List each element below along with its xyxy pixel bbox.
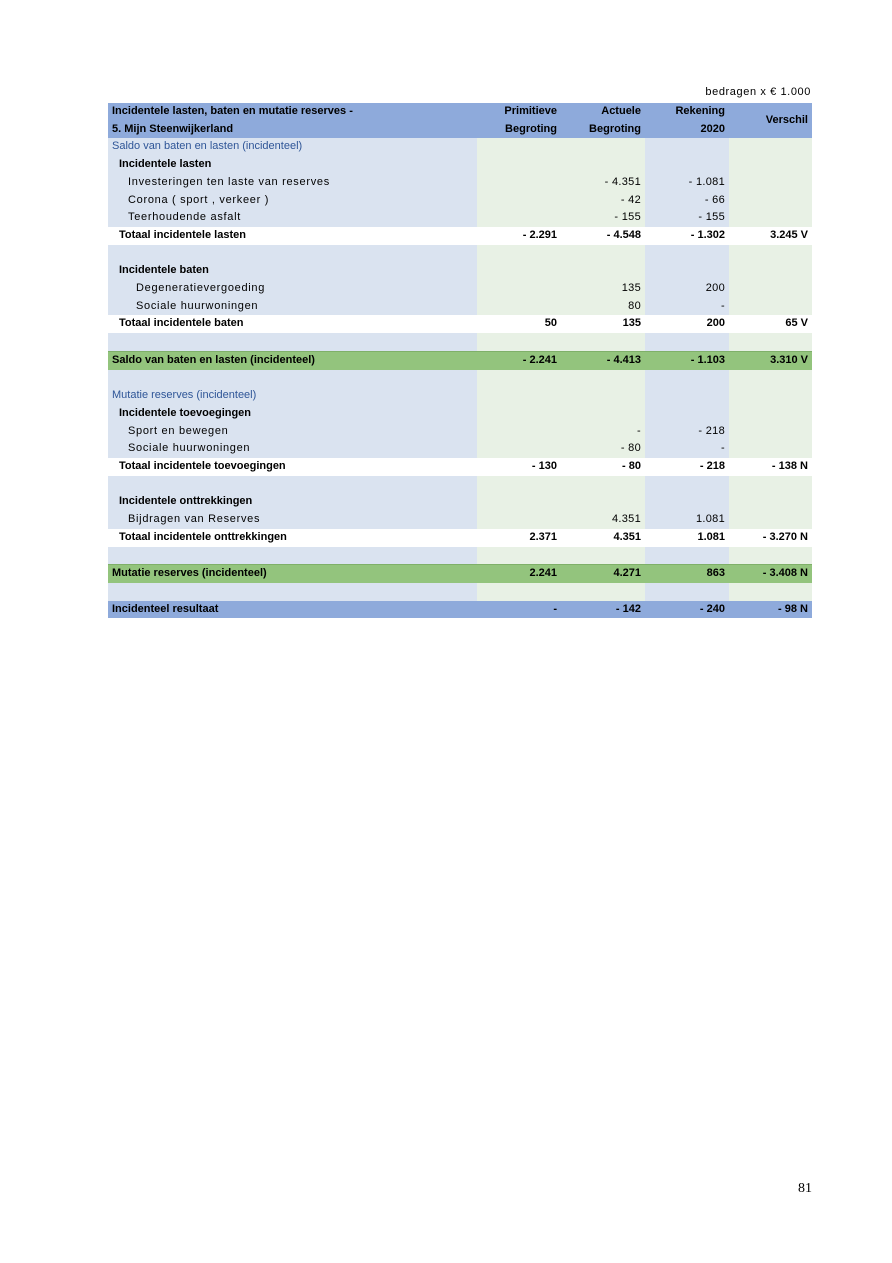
table-row bbox=[108, 440, 812, 458]
cell-verschil bbox=[729, 280, 812, 298]
cell-verschil bbox=[729, 476, 812, 494]
table-row bbox=[108, 547, 812, 565]
cell-verschil bbox=[729, 262, 812, 280]
row-label: Corona ( sport , verkeer ) bbox=[108, 192, 477, 210]
page-number: 81 bbox=[798, 1181, 812, 1196]
table-row bbox=[108, 174, 812, 192]
row-label: Degeneratievergoeding bbox=[108, 280, 477, 298]
table-row bbox=[108, 423, 812, 441]
table-row bbox=[108, 476, 812, 494]
cell-primitieve bbox=[477, 209, 561, 227]
table-header-row bbox=[108, 103, 812, 138]
cell-actuele: - bbox=[561, 423, 645, 441]
cell-verschil bbox=[729, 370, 812, 388]
cell-primitieve bbox=[477, 280, 561, 298]
row-label bbox=[108, 583, 477, 601]
cell-actuele bbox=[561, 547, 645, 565]
row-label: Sociale huurwoningen bbox=[108, 298, 477, 316]
cell-rekening: - 240 bbox=[645, 601, 729, 619]
row-label: Investeringen ten laste van reserves bbox=[108, 174, 477, 192]
cell-rekening bbox=[645, 370, 729, 388]
col-header-primitieve-begroting bbox=[477, 103, 561, 138]
cell-rekening: - 1.103 bbox=[645, 351, 729, 369]
cell-actuele bbox=[561, 138, 645, 156]
row-label: Totaal incidentele baten bbox=[108, 315, 477, 333]
row-label: Mutatie reserves (incidenteel) bbox=[108, 387, 477, 405]
cell-primitieve: - 130 bbox=[477, 458, 561, 476]
cell-verschil bbox=[729, 333, 812, 351]
cell-rekening: - 1.302 bbox=[645, 227, 729, 245]
cell-primitieve: 2.241 bbox=[477, 565, 561, 583]
cell-rekening: - 155 bbox=[645, 209, 729, 227]
row-label: Totaal incidentele onttrekkingen bbox=[108, 529, 477, 547]
row-label bbox=[108, 333, 477, 351]
row-label bbox=[108, 476, 477, 494]
cell-actuele: - 4.413 bbox=[561, 351, 645, 369]
cell-verschil: 3.245 V bbox=[729, 227, 812, 245]
cell-actuele: - 80 bbox=[561, 440, 645, 458]
cell-actuele: - 80 bbox=[561, 458, 645, 476]
cell-actuele bbox=[561, 476, 645, 494]
table-row bbox=[108, 156, 812, 174]
cell-rekening: 1.081 bbox=[645, 529, 729, 547]
cell-verschil bbox=[729, 547, 812, 565]
cell-rekening: - 66 bbox=[645, 192, 729, 210]
table-row-result bbox=[108, 601, 812, 619]
cell-verschil bbox=[729, 298, 812, 316]
cell-verschil: - 98 N bbox=[729, 601, 812, 619]
row-label: Incidentele baten bbox=[108, 262, 477, 280]
cell-verschil bbox=[729, 423, 812, 441]
cell-actuele: - 4.351 bbox=[561, 174, 645, 192]
cell-actuele: - 155 bbox=[561, 209, 645, 227]
cell-verschil bbox=[729, 493, 812, 511]
cell-verschil bbox=[729, 156, 812, 174]
cell-primitieve bbox=[477, 583, 561, 601]
cell-verschil bbox=[729, 192, 812, 210]
table-row bbox=[108, 245, 812, 263]
cell-verschil bbox=[729, 138, 812, 156]
row-label: Incidenteel resultaat bbox=[108, 601, 477, 619]
cell-primitieve: - bbox=[477, 601, 561, 619]
unit-note: bedragen x € 1.000 bbox=[705, 86, 811, 98]
cell-rekening: 1.081 bbox=[645, 511, 729, 529]
cell-rekening bbox=[645, 156, 729, 174]
cell-actuele bbox=[561, 493, 645, 511]
row-label bbox=[108, 370, 477, 388]
cell-actuele: - 142 bbox=[561, 601, 645, 619]
cell-rekening: 863 bbox=[645, 565, 729, 583]
row-label: Incidentele lasten bbox=[108, 156, 477, 174]
row-label: Incidentele onttrekkingen bbox=[108, 493, 477, 511]
row-label: Totaal incidentele toevoegingen bbox=[108, 458, 477, 476]
cell-actuele: - 42 bbox=[561, 192, 645, 210]
table-row bbox=[108, 529, 812, 547]
cell-primitieve bbox=[477, 511, 561, 529]
cell-rekening bbox=[645, 245, 729, 263]
cell-primitieve bbox=[477, 245, 561, 263]
cell-rekening bbox=[645, 547, 729, 565]
cell-actuele bbox=[561, 262, 645, 280]
cell-verschil: 65 V bbox=[729, 315, 812, 333]
cell-rekening bbox=[645, 583, 729, 601]
cell-primitieve bbox=[477, 440, 561, 458]
cell-actuele: 135 bbox=[561, 280, 645, 298]
cell-primitieve bbox=[477, 370, 561, 388]
cell-primitieve bbox=[477, 547, 561, 565]
cell-primitieve bbox=[477, 298, 561, 316]
cell-rekening: 200 bbox=[645, 280, 729, 298]
table-row bbox=[108, 387, 812, 405]
row-label: Sport en bewegen bbox=[108, 423, 477, 441]
cell-verschil bbox=[729, 174, 812, 192]
cell-rekening bbox=[645, 333, 729, 351]
cell-rekening bbox=[645, 138, 729, 156]
cell-verschil bbox=[729, 387, 812, 405]
table-row bbox=[108, 209, 812, 227]
table-row bbox=[108, 370, 812, 388]
row-label: Sociale huurwoningen bbox=[108, 440, 477, 458]
col1-line2: Begroting bbox=[505, 122, 557, 135]
cell-primitieve bbox=[477, 387, 561, 405]
cell-actuele bbox=[561, 387, 645, 405]
table-row bbox=[108, 280, 812, 298]
cell-rekening: - bbox=[645, 440, 729, 458]
cell-primitieve bbox=[477, 192, 561, 210]
table-row-saldo-total bbox=[108, 351, 812, 369]
cell-actuele bbox=[561, 156, 645, 174]
cell-rekening bbox=[645, 387, 729, 405]
row-label: Bijdragen van Reserves bbox=[108, 511, 477, 529]
table-row bbox=[108, 333, 812, 351]
col3-line2: 2020 bbox=[700, 122, 725, 135]
cell-rekening: - 218 bbox=[645, 423, 729, 441]
table-title-line2: 5. Mijn Steenwijkerland bbox=[112, 122, 234, 135]
cell-actuele: - 4.548 bbox=[561, 227, 645, 245]
cell-actuele bbox=[561, 370, 645, 388]
cell-primitieve bbox=[477, 138, 561, 156]
cell-primitieve: - 2.241 bbox=[477, 351, 561, 369]
cell-verschil bbox=[729, 245, 812, 263]
table-row bbox=[108, 227, 812, 245]
table-title bbox=[108, 103, 477, 138]
table-row bbox=[108, 262, 812, 280]
cell-actuele bbox=[561, 583, 645, 601]
table-row bbox=[108, 493, 812, 511]
row-label bbox=[108, 547, 477, 565]
table-row bbox=[108, 405, 812, 423]
cell-verschil: - 3.408 N bbox=[729, 565, 812, 583]
cell-rekening bbox=[645, 476, 729, 494]
cell-actuele: 4.351 bbox=[561, 511, 645, 529]
cell-verschil bbox=[729, 440, 812, 458]
col1-line1: Primitieve bbox=[504, 105, 557, 117]
row-label: Saldo van baten en lasten (incidenteel) bbox=[108, 351, 477, 369]
cell-verschil bbox=[729, 583, 812, 601]
cell-primitieve: 50 bbox=[477, 315, 561, 333]
table-row bbox=[108, 315, 812, 333]
cell-rekening: - 1.081 bbox=[645, 174, 729, 192]
row-label bbox=[108, 245, 477, 263]
cell-actuele bbox=[561, 405, 645, 423]
table-row bbox=[108, 298, 812, 316]
col3-line1: Rekening bbox=[675, 105, 725, 117]
cell-rekening: - bbox=[645, 298, 729, 316]
cell-rekening: - 218 bbox=[645, 458, 729, 476]
col2-line1: Actuele bbox=[601, 105, 641, 117]
table-title-line1: Incidentele lasten, baten en mutatie reserves - bbox=[112, 105, 353, 117]
col2-line2: Begroting bbox=[589, 122, 641, 135]
table-row bbox=[108, 458, 812, 476]
cell-primitieve bbox=[477, 262, 561, 280]
cell-primitieve bbox=[477, 493, 561, 511]
cell-primitieve: - 2.291 bbox=[477, 227, 561, 245]
cell-primitieve bbox=[477, 423, 561, 441]
row-label: Mutatie reserves (incidenteel) bbox=[108, 565, 477, 583]
row-label: Incidentele toevoegingen bbox=[108, 405, 477, 423]
financial-table bbox=[108, 103, 812, 618]
cell-primitieve bbox=[477, 333, 561, 351]
cell-actuele bbox=[561, 333, 645, 351]
table-row bbox=[108, 192, 812, 210]
cell-actuele: 4.351 bbox=[561, 529, 645, 547]
cell-primitieve bbox=[477, 156, 561, 174]
col-header-actuele-begroting bbox=[561, 103, 645, 138]
cell-primitieve bbox=[477, 174, 561, 192]
col-header-rekening-2020 bbox=[645, 103, 729, 138]
cell-primitieve bbox=[477, 476, 561, 494]
table-row bbox=[108, 583, 812, 601]
row-label: Saldo van baten en lasten (incidenteel) bbox=[108, 138, 477, 156]
cell-verschil: - 138 N bbox=[729, 458, 812, 476]
cell-actuele: 80 bbox=[561, 298, 645, 316]
cell-verschil bbox=[729, 511, 812, 529]
cell-verschil bbox=[729, 209, 812, 227]
table-row bbox=[108, 511, 812, 529]
cell-verschil: 3.310 V bbox=[729, 351, 812, 369]
cell-rekening: 200 bbox=[645, 315, 729, 333]
table-row-mutatie-total bbox=[108, 565, 812, 583]
cell-actuele: 135 bbox=[561, 315, 645, 333]
cell-actuele: 4.271 bbox=[561, 565, 645, 583]
cell-actuele bbox=[561, 245, 645, 263]
cell-rekening bbox=[645, 493, 729, 511]
cell-rekening bbox=[645, 405, 729, 423]
row-label: Totaal incidentele lasten bbox=[108, 227, 477, 245]
table-row bbox=[108, 138, 812, 156]
col-header-verschil: Verschil bbox=[729, 103, 812, 138]
cell-verschil bbox=[729, 405, 812, 423]
row-label: Teerhoudende asfalt bbox=[108, 209, 477, 227]
cell-rekening bbox=[645, 262, 729, 280]
cell-primitieve bbox=[477, 405, 561, 423]
cell-verschil: - 3.270 N bbox=[729, 529, 812, 547]
cell-primitieve: 2.371 bbox=[477, 529, 561, 547]
